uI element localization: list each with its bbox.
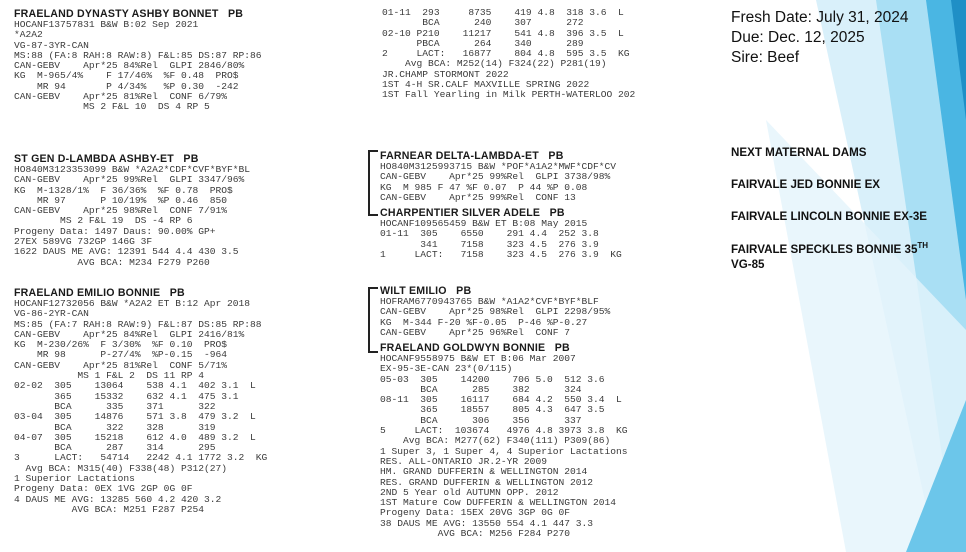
pedigree-line: KG M-1328/1% F 36/36% %F 0.78 PRO$ (14, 184, 233, 196)
maternal-dam-1: FAIRVALE JED BONNIE EX (731, 178, 881, 191)
pedigree-line: BCA 285 382 324 (380, 383, 582, 395)
sire-sire-block (380, 150, 616, 203)
pedigree-line: CAN-GEBV Apr*25 99%Rel CONF 13 (380, 191, 576, 203)
pedigree-line: 1 Super 3, 1 Super 4, 4 Superior Lactations (380, 445, 628, 457)
sire-dam-details (14, 20, 262, 113)
pedigree-line: CAN-GEBV Apr*25 81%Rel CONF 6/79% (14, 91, 228, 103)
pedigree-line: VG-87-3YR-CAN (14, 39, 89, 51)
maternal-dam-3-suffix: TH (917, 241, 929, 250)
pedigree-line: CAN-GEBV Apr*25 99%Rel GLPI 3738/98% (380, 171, 611, 183)
pedigree-line: HOFRAM6770943765 B&W *A1A2*CVF*BYF*BLF (380, 296, 599, 307)
pedigree-line: 02-02 305 13064 538 4.1 402 3.1 L (14, 380, 256, 392)
dam-sire-name: WILT EMILIO PB (380, 285, 472, 297)
dam-dam-block (380, 342, 628, 539)
pedigree-line: 04-07 305 15218 612 4.0 489 3.2 L (14, 431, 256, 443)
pedigree-line: 27EX 589VG 732GP 146G 3F (14, 236, 153, 248)
pedigree-line: CAN-GEBV Apr*25 84%Rel GLPI 2846/80% (14, 60, 245, 72)
pedigree-line: CAN-GEBV Apr*25 98%Rel GLPI 2298/95% (380, 306, 611, 318)
dam-pedigree-bracket-top (368, 287, 378, 345)
sire-dam-records-block (382, 8, 635, 101)
maternal-dam-3 (731, 241, 928, 256)
pedigree-line: KG M-344 F-20 %F-0.05 P-46 %P-0.27 (380, 316, 588, 328)
sire-dam-name: FRAELAND DYNASTY ASHBY BONNET PB (14, 8, 244, 20)
pedigree-line: KG M-965/4% F 17/46% %F 0.48 PRO$ (14, 70, 239, 82)
pedigree-line: HOCANF12732056 B&W *A2A2 ET B:12 Apr 2018 (14, 298, 251, 309)
pedigree-line: BCA 322 328 319 (14, 421, 216, 433)
pedigree-line: HOCANF9558975 B&W ET B:06 Mar 2007 (380, 353, 576, 364)
pedigree-line: MS:85 (FA:7 RAH:8 RAW:9) F&L:87 DS:85 RP:88 (14, 318, 262, 330)
pedigree-line: KG M-230/26% F 3/30% %F 0.10 PRO$ (14, 339, 228, 351)
pedigree-line: AVG BCA: M234 F279 P260 (14, 256, 210, 268)
pedigree-line: PBCA 264 340 289 (382, 37, 584, 49)
pedigree-line: MS:88 (FA:8 RAH:8 RAW:8) F&L:85 DS:87 RP:86 (14, 49, 262, 61)
dam-sire-details (380, 297, 610, 338)
pedigree-line: 03-04 305 14876 571 3.8 479 3.2 L (14, 411, 256, 423)
pedigree-line: 4 DAUS ME AVG: 13285 560 4.2 420 3.2 (14, 493, 222, 505)
pedigree-line: 1ST Mature Cow DUFFERIN & WELLINGTON 2014 (380, 497, 617, 509)
dam-pedigree-bracket-bottom (368, 343, 378, 353)
sire-pedigree-bracket-top (368, 150, 378, 208)
pedigree-line: HOCANF13757831 B&W B:02 Sep 2021 (14, 19, 199, 30)
pedigree-line: MR 94 P 4/34% %P 0.30 -242 (14, 80, 239, 92)
pedigree-line: VG-86-2YR-CAN (14, 308, 89, 320)
pedigree-line: 341 7158 323 4.5 276 3.9 (380, 238, 599, 250)
pedigree-line: CAN-GEBV Apr*25 84%Rel GLPI 2416/81% (14, 328, 245, 340)
dam-name: FRAELAND EMILIO BONNIE PB (14, 287, 185, 299)
pedigree-line: KG M 985 F 47 %F 0.07 P 44 %P 0.08 (380, 181, 588, 193)
sire-dam2-block (380, 207, 622, 260)
sire-details (14, 165, 250, 268)
sire-sire-details (380, 162, 616, 203)
pedigree-line: JR.CHAMP STORMONT 2022 (382, 68, 509, 80)
sire-dam2-details (380, 219, 622, 260)
pedigree-line: Progeny Data: 1497 Daus: 90.00% GP+ (14, 225, 216, 237)
pedigree-line: MR 97 P 10/19% %P 0.46 850 (14, 194, 228, 206)
pedigree-line: 01-11 305 6550 291 4.4 252 3.8 (380, 228, 599, 240)
dam-block (14, 287, 267, 515)
pedigree-line: MS 2 F&L 10 DS 4 RP 5 (14, 101, 210, 113)
pedigree-line: Progeny Data: 15EX 20VG 3GP 0G 0F (380, 507, 570, 519)
pedigree-line: 05-03 305 14200 706 5.0 512 3.6 (380, 373, 605, 385)
pedigree-line: CAN-GEBV Apr*25 96%Rel CONF 7 (380, 326, 570, 338)
pedigree-line: BCA 240 307 272 (382, 17, 584, 29)
sire-dam-block (14, 8, 262, 113)
pedigree-line: 08-11 305 16117 684 4.2 550 3.4 L (380, 394, 622, 406)
pedigree-line: BCA 287 314 295 (14, 442, 216, 454)
sire-sire-name: FARNEAR DELTA-LAMBDA-ET PB (380, 150, 564, 162)
sire-dam2-name: CHARPENTIER SILVER ADELE PB (380, 207, 565, 219)
pedigree-line: AVG BCA: M251 F287 P254 (14, 503, 204, 515)
pedigree-line: 1 Superior Lactations (14, 473, 135, 485)
pedigree-line: RES. ALL-ONTARIO JR.2-YR 2009 (380, 455, 547, 467)
maternal-dam-3-name: FAIRVALE SPECKLES BONNIE 35 (731, 242, 918, 256)
dam-dam-details (380, 354, 628, 539)
pedigree-line: MS 2 F&L 19 DS -4 RP 6 (14, 215, 193, 227)
pedigree-line: EX-95-3E-CAN 23*(0/115) (380, 363, 513, 375)
pedigree-line: RES. GRAND DUFFERIN & WELLINGTON 2012 (380, 476, 594, 488)
pedigree-line: 365 18557 805 4.3 647 3.5 (380, 404, 605, 416)
pedigree-line: MR 98 P-27/4% %P-0.15 -964 (14, 349, 228, 361)
fresh-date: Fresh Date: July 31, 2024 (731, 9, 909, 26)
pedigree-line: 2ND 5 Year old AUTUMN OPP. 2012 (380, 486, 559, 498)
sire-block (14, 153, 250, 268)
sire-name: ST GEN D-LAMBDA ASHBY-ET PB (14, 153, 199, 165)
decorative-background (726, 0, 966, 552)
pedigree-line: 38 DAUS ME AVG: 13550 554 4.1 447 3.3 (380, 517, 594, 529)
pedigree-line: BCA 306 356 337 (380, 414, 582, 426)
pedigree-line: 365 15332 632 4.1 475 3.1 (14, 390, 239, 402)
dam-details (14, 299, 267, 515)
pedigree-line: BCA 335 371 322 (14, 400, 216, 412)
pedigree-line: Progeny Data: 0EX 1VG 2GP 0G 0F (14, 483, 193, 495)
sire-pedigree-bracket-bottom (368, 206, 378, 216)
pedigree-line: 5 LACT: 103674 4976 4.8 3973 3.8 KG (380, 425, 628, 437)
maternal-dam-3-classification: VG-85 (731, 258, 765, 271)
pedigree-line: HO840M3125993715 B&W *POF*A1A2*MWF*CDF*CV (380, 161, 617, 172)
pedigree-line: CAN-GEBV Apr*25 98%Rel CONF 7/91% (14, 205, 228, 217)
pedigree-line: 1ST Fall Yearling in Milk PERTH-WATERLOO 202 (382, 89, 636, 101)
pedigree-line: MS 1 F&L 2 DS 11 RP 4 (14, 370, 204, 382)
dam-sire-block (380, 285, 610, 338)
pedigree-line: HM. GRAND DUFFERIN & WELLINGTON 2014 (380, 466, 588, 478)
pedigree-line: 1622 DAUS ME AVG: 12391 544 4.4 430 3.5 (14, 246, 239, 258)
maternal-heading: NEXT MATERNAL DAMS (731, 146, 867, 159)
pedigree-line: Avg BCA: M252(14) F324(22) P281(19) (382, 58, 607, 70)
due-date: Due: Dec. 12, 2025 (731, 29, 865, 46)
pedigree-line: CAN-GEBV Apr*25 99%Rel GLPI 3347/96% (14, 174, 245, 186)
pedigree-line: Avg BCA: M315(40) F338(48) P312(27) (14, 462, 228, 474)
dam-dam-name: FRAELAND GOLDWYN BONNIE PB (380, 342, 570, 354)
pedigree-line: HO840M3123353099 B&W *A2A2*CDF*CVF*BYF*BL (14, 164, 251, 175)
pedigree-line: *A2A2 (14, 29, 43, 41)
pedigree-line: 2 LACT: 16877 804 4.8 595 3.5 KG (382, 48, 630, 60)
pedigree-line: HOCANF109565459 B&W ET B:08 May 2015 (380, 218, 588, 229)
sale-info (731, 8, 909, 68)
pedigree-line: 01-11 293 8735 419 4.8 318 3.6 L (382, 7, 624, 18)
pedigree-line: 1ST 4-H SR.CALF MAXVILLE SPRING 2022 (382, 79, 590, 91)
pedigree-line: CAN-GEBV Apr*25 81%Rel CONF 5/71% (14, 359, 228, 371)
service-sire: Sire: Beef (731, 49, 800, 66)
pedigree-line: Avg BCA: M277(62) F340(111) P309(86) (380, 435, 611, 447)
pedigree-line: 1 LACT: 7158 323 4.5 276 3.9 KG (380, 248, 622, 260)
pedigree-line: AVG BCA: M256 F284 P270 (380, 528, 570, 540)
pedigree-line: 02-10 P210 11217 541 4.8 396 3.5 L (382, 27, 624, 39)
maternal-dam-2: FAIRVALE LINCOLN BONNIE EX-3E (731, 210, 928, 223)
sire-dam-records (382, 8, 635, 101)
pedigree-line: 3 LACT: 54714 2242 4.1 1772 3.2 KG (14, 452, 268, 464)
